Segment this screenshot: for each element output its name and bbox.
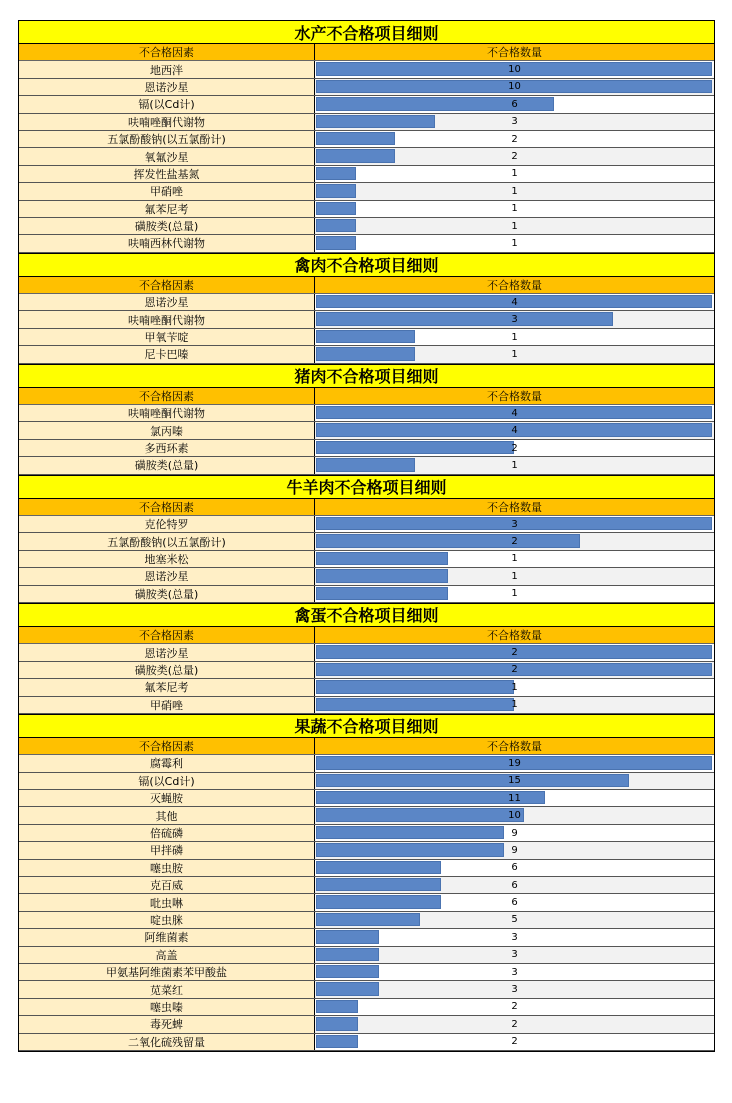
table-row bbox=[19, 218, 714, 235]
count-cell bbox=[315, 894, 714, 910]
count-cell bbox=[315, 114, 714, 130]
table-row bbox=[19, 586, 714, 603]
count-cell bbox=[315, 294, 714, 310]
column-header-row bbox=[19, 277, 714, 294]
count-cell bbox=[315, 218, 714, 234]
count-value: 2 bbox=[511, 1036, 518, 1048]
table-row bbox=[19, 311, 714, 328]
factor-name: 挥发性盐基氮 bbox=[19, 166, 315, 182]
factor-name: 恩诺沙星 bbox=[19, 644, 315, 660]
factor-name: 噻虫嗪 bbox=[19, 999, 315, 1015]
factor-name: 镉(以Cd计) bbox=[19, 773, 315, 789]
count-cell bbox=[315, 166, 714, 182]
count-cell bbox=[315, 679, 714, 695]
factor-name: 氧氟沙星 bbox=[19, 148, 315, 164]
factor-name: 恩诺沙星 bbox=[19, 568, 315, 584]
table-row bbox=[19, 294, 714, 311]
count-cell bbox=[315, 568, 714, 584]
column-header-factor: 不合格因素 bbox=[19, 388, 315, 404]
count-value: 6 bbox=[511, 879, 518, 891]
factor-name: 呋喃唑酮代谢物 bbox=[19, 311, 315, 327]
column-header-row bbox=[19, 388, 714, 405]
section-table bbox=[18, 475, 715, 603]
count-cell bbox=[315, 551, 714, 567]
count-value: 3 bbox=[511, 518, 518, 530]
count-value: 3 bbox=[511, 931, 518, 943]
count-cell bbox=[315, 999, 714, 1015]
table-row bbox=[19, 964, 714, 981]
table-row bbox=[19, 457, 714, 474]
column-header-factor: 不合格因素 bbox=[19, 499, 315, 515]
count-value: 2 bbox=[511, 536, 518, 548]
count-value: 1 bbox=[511, 570, 518, 582]
count-cell bbox=[315, 516, 714, 532]
factor-name: 阿维菌素 bbox=[19, 929, 315, 945]
count-cell bbox=[315, 148, 714, 164]
count-cell bbox=[315, 807, 714, 823]
count-value: 2 bbox=[511, 664, 518, 676]
factor-name: 苋菜红 bbox=[19, 981, 315, 997]
section-title: 果蔬不合格项目细则 bbox=[19, 714, 714, 738]
count-value: 1 bbox=[511, 681, 518, 693]
table-row bbox=[19, 912, 714, 929]
count-cell bbox=[315, 533, 714, 549]
factor-name: 高盖 bbox=[19, 947, 315, 963]
factor-name: 磺胺类(总量) bbox=[19, 457, 315, 473]
column-header-row bbox=[19, 499, 714, 516]
count-value: 15 bbox=[508, 775, 521, 787]
section-title: 水产不合格项目细则 bbox=[19, 20, 714, 44]
table-row bbox=[19, 644, 714, 661]
count-cell bbox=[315, 964, 714, 980]
section-rows bbox=[19, 61, 714, 252]
count-value: 2 bbox=[511, 442, 518, 454]
table-row bbox=[19, 148, 714, 165]
table-row bbox=[19, 842, 714, 859]
count-value: 1 bbox=[511, 237, 518, 249]
count-cell bbox=[315, 405, 714, 421]
count-value: 2 bbox=[511, 151, 518, 163]
count-cell bbox=[315, 1034, 714, 1050]
column-header-factor: 不合格因素 bbox=[19, 277, 315, 293]
count-value: 3 bbox=[511, 116, 518, 128]
factor-name: 尼卡巴嗪 bbox=[19, 346, 315, 362]
factor-name: 镉(以Cd计) bbox=[19, 96, 315, 112]
column-header-count: 不合格数量 bbox=[487, 500, 542, 514]
count-cell bbox=[315, 61, 714, 77]
count-value: 1 bbox=[511, 220, 518, 232]
count-value: 1 bbox=[511, 331, 518, 343]
count-value: 2 bbox=[511, 647, 518, 659]
count-cell bbox=[315, 346, 714, 362]
column-header-count: 不合格数量 bbox=[487, 740, 542, 754]
count-value: 3 bbox=[511, 966, 518, 978]
count-cell bbox=[315, 877, 714, 893]
factor-name: 吡虫啉 bbox=[19, 894, 315, 910]
factor-name: 呋喃西林代谢物 bbox=[19, 235, 315, 251]
count-value: 10 bbox=[508, 810, 521, 822]
count-value: 6 bbox=[511, 98, 518, 110]
count-cell bbox=[315, 201, 714, 217]
factor-name: 灭蝇胺 bbox=[19, 790, 315, 806]
table-row bbox=[19, 533, 714, 550]
column-header-factor: 不合格因素 bbox=[19, 627, 315, 643]
table-row bbox=[19, 825, 714, 842]
factor-name: 氟苯尼考 bbox=[19, 679, 315, 695]
count-value: 3 bbox=[511, 949, 518, 961]
table-row bbox=[19, 235, 714, 252]
factor-name: 甲硝唑 bbox=[19, 183, 315, 199]
count-value: 2 bbox=[511, 1001, 518, 1013]
count-cell bbox=[315, 1016, 714, 1032]
count-cell bbox=[315, 311, 714, 327]
section-table bbox=[18, 603, 715, 714]
table-row bbox=[19, 551, 714, 568]
section-title: 禽蛋不合格项目细则 bbox=[19, 603, 714, 627]
count-cell bbox=[315, 662, 714, 678]
count-value: 9 bbox=[511, 844, 518, 856]
table-row bbox=[19, 697, 714, 714]
count-cell bbox=[315, 235, 714, 251]
table-row bbox=[19, 131, 714, 148]
table-row bbox=[19, 329, 714, 346]
section-rows bbox=[19, 644, 714, 714]
count-cell bbox=[315, 912, 714, 928]
table-row bbox=[19, 96, 714, 113]
table-row bbox=[19, 947, 714, 964]
count-value: 1 bbox=[511, 185, 518, 197]
table-row bbox=[19, 877, 714, 894]
factor-name: 甲氧苄啶 bbox=[19, 329, 315, 345]
count-value: 1 bbox=[511, 459, 518, 471]
count-value: 4 bbox=[511, 296, 518, 308]
count-cell bbox=[315, 422, 714, 438]
table-row bbox=[19, 807, 714, 824]
table-row bbox=[19, 114, 714, 131]
section-rows bbox=[19, 516, 714, 603]
factor-name: 恩诺沙星 bbox=[19, 79, 315, 95]
count-cell bbox=[315, 79, 714, 95]
factor-name: 氟苯尼考 bbox=[19, 201, 315, 217]
table-row bbox=[19, 1034, 714, 1051]
section-rows bbox=[19, 405, 714, 475]
count-cell bbox=[315, 773, 714, 789]
table-row bbox=[19, 516, 714, 533]
count-value: 3 bbox=[511, 314, 518, 326]
factor-name: 其他 bbox=[19, 807, 315, 823]
count-value: 1 bbox=[511, 203, 518, 215]
table-row bbox=[19, 662, 714, 679]
section-rows bbox=[19, 294, 714, 364]
count-value: 2 bbox=[511, 133, 518, 145]
column-header-factor: 不合格因素 bbox=[19, 738, 315, 754]
count-value: 6 bbox=[511, 897, 518, 909]
count-cell bbox=[315, 697, 714, 713]
count-value: 10 bbox=[508, 81, 521, 93]
column-header-count: 不合格数量 bbox=[487, 46, 542, 60]
count-value: 10 bbox=[508, 64, 521, 76]
table-row bbox=[19, 422, 714, 439]
section-title: 牛羊肉不合格项目细则 bbox=[19, 475, 714, 499]
factor-name: 呋喃唑酮代谢物 bbox=[19, 114, 315, 130]
count-cell bbox=[315, 440, 714, 456]
count-value: 4 bbox=[511, 425, 518, 437]
table-row bbox=[19, 440, 714, 457]
count-value: 1 bbox=[511, 168, 518, 180]
table-row bbox=[19, 773, 714, 790]
table-row bbox=[19, 860, 714, 877]
factor-name: 地西泮 bbox=[19, 61, 315, 77]
factor-name: 五氯酚酸钠(以五氯酚计) bbox=[19, 533, 315, 549]
count-cell bbox=[315, 131, 714, 147]
section-title: 猪肉不合格项目细则 bbox=[19, 364, 714, 388]
factor-name: 噻虫胺 bbox=[19, 860, 315, 876]
factor-name: 腐霉利 bbox=[19, 755, 315, 771]
count-cell bbox=[315, 929, 714, 945]
count-cell bbox=[315, 947, 714, 963]
count-value: 3 bbox=[511, 984, 518, 996]
count-value: 2 bbox=[511, 1018, 518, 1030]
count-value: 5 bbox=[511, 914, 518, 926]
spreadsheet bbox=[18, 20, 715, 1052]
count-value: 19 bbox=[508, 757, 521, 769]
count-cell bbox=[315, 96, 714, 112]
section-rows bbox=[19, 755, 714, 1051]
factor-name: 倍硫磷 bbox=[19, 825, 315, 841]
table-row bbox=[19, 201, 714, 218]
section-table bbox=[18, 20, 715, 253]
count-value: 11 bbox=[508, 792, 521, 804]
column-header-factor: 不合格因素 bbox=[19, 44, 315, 60]
table-row bbox=[19, 183, 714, 200]
count-value: 1 bbox=[511, 348, 518, 360]
factor-name: 恩诺沙星 bbox=[19, 294, 315, 310]
factor-name: 磺胺类(总量) bbox=[19, 586, 315, 602]
count-cell bbox=[315, 790, 714, 806]
table-row bbox=[19, 61, 714, 78]
table-row bbox=[19, 166, 714, 183]
table-row bbox=[19, 679, 714, 696]
column-header-count: 不合格数量 bbox=[487, 389, 542, 403]
count-cell bbox=[315, 825, 714, 841]
count-cell bbox=[315, 329, 714, 345]
table-row bbox=[19, 981, 714, 998]
count-value: 4 bbox=[511, 407, 518, 419]
column-header-count: 不合格数量 bbox=[487, 629, 542, 643]
count-cell bbox=[315, 183, 714, 199]
factor-name: 呋喃唑酮代谢物 bbox=[19, 405, 315, 421]
factor-name: 克百威 bbox=[19, 877, 315, 893]
factor-name: 克伦特罗 bbox=[19, 516, 315, 532]
table-row bbox=[19, 405, 714, 422]
table-row bbox=[19, 346, 714, 363]
count-value: 1 bbox=[511, 553, 518, 565]
factor-name: 磺胺类(总量) bbox=[19, 218, 315, 234]
count-cell bbox=[315, 842, 714, 858]
section-title: 禽肉不合格项目细则 bbox=[19, 253, 714, 277]
table-row bbox=[19, 1016, 714, 1033]
factor-name: 甲氨基阿维菌素苯甲酸盐 bbox=[19, 964, 315, 980]
table-row bbox=[19, 79, 714, 96]
factor-name: 甲拌磷 bbox=[19, 842, 315, 858]
column-header-row bbox=[19, 738, 714, 755]
section-table bbox=[18, 253, 715, 364]
table-row bbox=[19, 999, 714, 1016]
count-value: 6 bbox=[511, 862, 518, 874]
section-table bbox=[18, 364, 715, 475]
column-header-count: 不合格数量 bbox=[487, 278, 542, 292]
factor-name: 啶虫脒 bbox=[19, 912, 315, 928]
count-value: 1 bbox=[511, 588, 518, 600]
count-cell bbox=[315, 755, 714, 771]
factor-name: 二氧化硫残留量 bbox=[19, 1034, 315, 1050]
count-cell bbox=[315, 457, 714, 473]
count-cell bbox=[315, 644, 714, 660]
count-value: 1 bbox=[511, 699, 518, 711]
count-cell bbox=[315, 981, 714, 997]
table-row bbox=[19, 894, 714, 911]
table-row bbox=[19, 568, 714, 585]
factor-name: 磺胺类(总量) bbox=[19, 662, 315, 678]
factor-name: 地塞米松 bbox=[19, 551, 315, 567]
factor-name: 毒死蜱 bbox=[19, 1016, 315, 1032]
column-header-row bbox=[19, 44, 714, 61]
factor-name: 多西环素 bbox=[19, 440, 315, 456]
factor-name: 五氯酚酸钠(以五氯酚计) bbox=[19, 131, 315, 147]
table-row bbox=[19, 755, 714, 772]
table-row bbox=[19, 790, 714, 807]
section-table bbox=[18, 714, 715, 1052]
count-cell bbox=[315, 860, 714, 876]
count-value: 9 bbox=[511, 827, 518, 839]
column-header-row bbox=[19, 627, 714, 644]
count-cell bbox=[315, 586, 714, 602]
table-row bbox=[19, 929, 714, 946]
factor-name: 氯丙嗪 bbox=[19, 422, 315, 438]
factor-name: 甲硝唑 bbox=[19, 697, 315, 713]
